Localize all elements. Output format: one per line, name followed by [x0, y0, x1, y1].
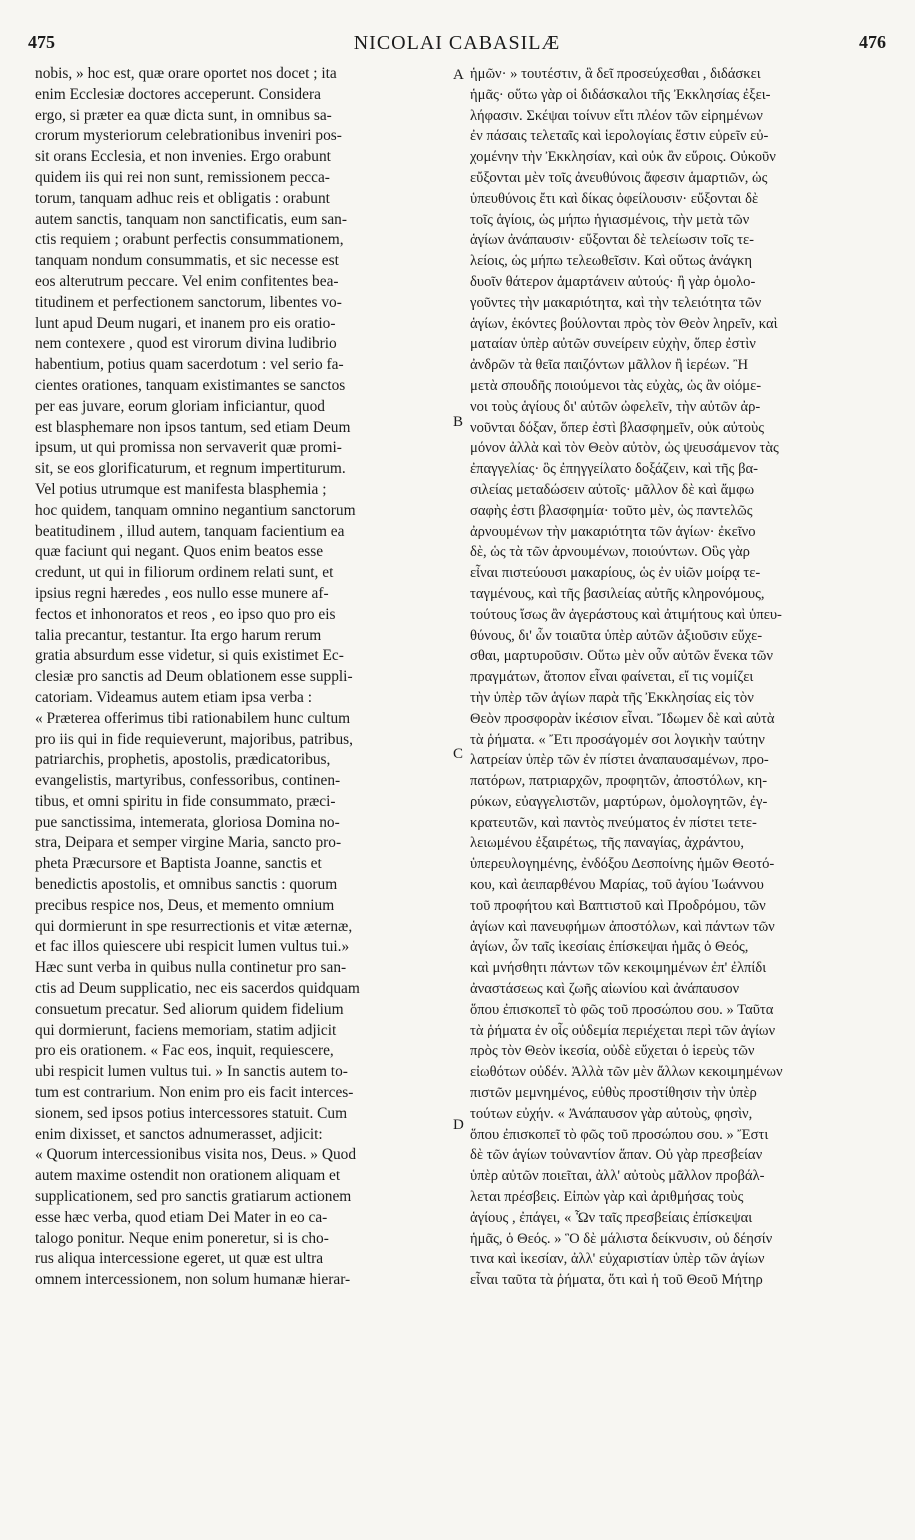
greek-text-line: θύνους, δι' ὧν τοιαῦτα ὑπὲρ αὐτῶν ἀξιοῦσιν εὔχε- — [470, 627, 763, 644]
greek-text-line: σθαι, μαρτυροῦσιν. Οὕτω μὲν οὖν αὐτῶν ἕνεκα τῶν — [470, 648, 773, 665]
greek-text-line: τούτους ἴσως ἂν ἀγεράστους καὶ ἀτιμήτους καὶ ὑπευ- — [470, 606, 782, 623]
latin-text-line: Hæc sunt verba in quibus nulla continetur pro san- — [35, 959, 347, 977]
greek-text-line: τοῦ προφήτου καὶ Βαπτιστοῦ καὶ Προδρόμου, τῶν — [470, 897, 766, 914]
greek-text-line: ὑπευθύνοις ἔτι καὶ δίκας ὀφείλουσιν· εὔξονται δὲ — [470, 190, 759, 207]
greek-text-line: μόνον ἀλλὰ καὶ τὸν Θεὸν αὐτὸν, ὡς ψευσάμενον τὰς — [470, 440, 779, 457]
greek-text-line: ταγμένους, καὶ τῆς βασιλείας αὐτῆς κληρονόμους, — [470, 585, 765, 602]
latin-text-line: autem sanctis, tanquam non sanctificatis, eum san- — [35, 210, 347, 228]
latin-text-line: beatitudinem , illud autem, tanquam facientium ea — [35, 522, 345, 540]
latin-text-line: sit orans Ecclesia, et non invenies. Ergo orabunt — [35, 148, 331, 166]
greek-text-line: νοῦνται δόξαν, ὅπερ ἐστὶ βλασφημεῖν, οὐκ αὐτοὺς — [470, 419, 765, 436]
page-number-left: 475 — [28, 32, 55, 52]
latin-text-line: pue sanctissima, intemerata, gloriosa Domina no- — [35, 813, 340, 831]
greek-text-line: ἁγίων ἀνάπαυσιν· εὔξονται δὲ τελείωσιν τοῖς τε- — [470, 232, 754, 249]
latin-text-line: esse hæc verba, quod etiam Dei Mater in eo ca- — [35, 1208, 328, 1226]
greek-text-line: τὰ ῥήματα. « Ἔτι προσάγομέν σοι λογικὴν ταύτην — [470, 731, 765, 748]
greek-text-line: τὰ ῥήματα ἐν οἷς οὐδεμία περιέχεται περὶ τῶν ἁγίων — [470, 1022, 776, 1039]
page-number-right: 476 — [859, 32, 886, 52]
greek-text-line: σιλείας μεταδώσειν αὐτοῖς· μᾶλλον δὲ καὶ ἄμφω — [470, 481, 755, 498]
running-title: NICOLAI CABASILÆ — [353, 32, 561, 54]
latin-text-line: precibus respice nos, Deus, et memento omnium — [35, 896, 335, 914]
latin-text-line: omnem intercessionem, non solum humanæ hierar- — [35, 1271, 351, 1289]
greek-text-line: ματαίαν ὑπὲρ αὐτῶν συνείρειν εὐχὴν, ὅπερ ἐστὶν — [470, 336, 756, 353]
latin-text-line: per eas juvare, eorum gloriam inficiantur, quod — [35, 397, 325, 415]
latin-text-line: quidem iis qui rei non sunt, remissionem pecca- — [35, 168, 330, 186]
greek-text-line: λήφασιν. Σκέψαι τοίνυν εἴτι πλέον τῶν εἰρημένων — [470, 107, 763, 124]
greek-text-line: ἀναστάσεως καὶ ζωῆς αἰωνίου καὶ ἀνάπαυσον — [470, 981, 740, 998]
greek-text-line: ἀρνουμένων τὴν μακαριότητα τῶν ἁγίων· ἐκεῖνο — [470, 523, 756, 540]
latin-text-line: talia precantur, testantur. Ita ergo harum rerum — [35, 626, 322, 644]
latin-text-line: gratia absurdum esse videtur, si quis existimet Ec- — [35, 647, 344, 665]
greek-text-line: εὔξονται μὲν τοῖς ἀνευθύνοις ἄφεσιν ἁμαρτιῶν, ὡς — [470, 169, 768, 186]
latin-text-line: et fac illos quiescere ubi respicit lumen vultus tui.» — [35, 938, 350, 956]
latin-text-line: benedictis apostolis, et omnibus sanctis : quorum — [35, 876, 338, 894]
greek-text-line: δὲ τῶν ἁγίων τοὐναντίον ἅπαν. Οὐ γὰρ πρεσβείαν — [470, 1147, 763, 1164]
greek-text-line: λειωμένου ἐξαιρέτως, τῆς παναγίας, ἀχράντου, — [470, 835, 745, 852]
latin-text-line: tum est contrarium. Non enim pro eis facit interces- — [35, 1084, 354, 1102]
latin-text-line: catoriam. Videamus autem etiam ipsa verba : — [35, 688, 313, 706]
greek-text-line: δὲ, ὡς τὰ τῶν ἀρνουμένων, ποιούντων. Οὓς γὰρ — [470, 544, 750, 561]
greek-text-line: εἰωθότων οὐδέν. Ἀλλὰ τῶν μὲν ἄλλων κεκοιμημένων — [470, 1064, 783, 1081]
latin-text-line: habentium, potius quam sacerdotum : vel serio fa- — [35, 356, 344, 374]
latin-text-line: ipsum, ut qui promissa non servaverit quæ promi- — [35, 439, 342, 457]
latin-text-line: eos alterutrum peccare. Vel enim confitentes bea- — [35, 272, 339, 290]
latin-text-line: autem maxime ostendit non orationem aliquam et — [35, 1167, 341, 1185]
section-marker-a: A — [453, 67, 464, 83]
greek-text-line: Θεὸν προσφορὰν ἱκέσιον εἶναι. Ἴδωμεν δὲ καὶ αὐτὰ — [470, 710, 775, 727]
greek-text-line: ἁγίων, ὧν ταῖς ἱκεσίαις ἐπίσκεψαι ἡμᾶς ὁ Θεός, — [470, 939, 749, 956]
greek-text-line: ἡμᾶς· οὕτω γὰρ οἱ διδάσκαλοι τῆς Ἐκκλησίας ἐξει- — [470, 86, 771, 103]
latin-text-line: evangelistis, martyribus, confessoribus, continen- — [35, 772, 341, 790]
latin-text-line: sit, se eos glorificaturum, et regnum impertiturum. — [35, 460, 346, 478]
latin-text-line: qui dormierunt in spe resurrectionis et vitæ æternæ, — [35, 917, 353, 935]
section-marker-c: C — [453, 746, 464, 762]
latin-text-line: hoc quidem, tanquam omnino negantium sanctorum — [35, 501, 356, 519]
greek-text-line: τὴν ὑπὲρ τῶν ἁγίων παρὰ τῆς Ἐκκλησίας εἰς τὸν — [470, 689, 754, 706]
latin-text-line: supplicationem, sed pro sanctis gratiarum actionem — [35, 1188, 352, 1206]
greek-text-line: ὑπὲρ αὐτῶν ποιεῖται, ἀλλ' αὐτοὺς μᾶλλον προβάλ- — [470, 1168, 765, 1185]
greek-text-line: δυοῖν θάτερον ἁμαρτάνειν αὐτούς· ἢ γὰρ ὁμολο- — [470, 273, 756, 290]
latin-text-line: ctis ad Deum supplicatio, nec eis sacerdos quidquam — [35, 980, 360, 998]
greek-text-line: κου, καὶ ἀειπαρθένου Μαρίας, τοῦ ἁγίου Ἰωάννου — [470, 877, 764, 894]
greek-text-line: ἡμῶν· » τουτέστιν, ἃ δεῖ προσεύχεσθαι , διδάσκει — [470, 66, 761, 82]
greek-column — [470, 64, 882, 1291]
latin-text-line: pheta Præcursore et Baptista Joanne, sanctis et — [35, 855, 322, 873]
greek-text-line: καὶ μνήσθητι πάντων τῶν κεκοιμημένων ἐπ' ἐλπίδι — [470, 960, 767, 977]
greek-text-line: πιστῶν μεμνημένος, εὐθὺς προστίθησιν τὴν ὑπὲρ — [470, 1085, 757, 1102]
latin-text-line: sionem, sed ipsos potius intercessores statuit. Cum — [35, 1104, 348, 1122]
latin-text-line: pro eis orationem. « Fac eos, inquit, requiescere, — [35, 1042, 334, 1060]
latin-text-line: pro iis qui in fide requieverunt, majoribus, patribus, — [35, 730, 354, 748]
latin-text-line: nem contexere , quod est virorum divina ludibrio — [35, 335, 337, 353]
latin-text-line: ubi respicit lumen vultus tui. » In sanctis autem to- — [35, 1063, 348, 1081]
greek-text-line: νοι τοὺς ἁγίους δι' αὐτῶν ὠφελεῖν, τὴν αὐτῶν ἀρ- — [470, 398, 761, 415]
latin-text-line: ergo, si præter ea quæ dicta sunt, in omnibus sa- — [35, 106, 332, 124]
greek-text-line: ἀνδρῶν τὰ θεῖα παιζόντων μᾶλλον ἢ ἱερέων. Ἢ — [470, 357, 749, 374]
latin-text-line: tanquam nondum consummatis, et sic necesse est — [35, 252, 339, 270]
greek-text-line: χομένην τὴν Ἐκκλησίαν, καὶ οὐκ ἂν εὕροις. Οὐκοῦν — [470, 149, 776, 166]
latin-text-line: consuetum precatur. Sed aliorum quidem fidelium — [35, 1000, 344, 1018]
latin-text-line: ctis requiem ; orabunt perfectis consummationem, — [35, 231, 344, 249]
greek-text-line: τοῖς ἁγίοις, ὡς μήπω ἡγιασμένοις, τὴν μετὰ τῶν — [470, 211, 750, 228]
latin-text-line: titudinem et perfectionem sanctorum, libentes vo- — [35, 293, 342, 311]
greek-text-line: ὅπου ἐπισκοπεῖ τὸ φῶς τοῦ προσώπου σου. » Ταῦτα — [470, 1001, 774, 1018]
greek-text-line: λατρείαν ὑπὲρ τῶν ἐν πίστει ἀναπαυσαμένων, προ- — [470, 752, 769, 769]
latin-text-line: Vel potius utrumque est manifesta blasphemia ; — [35, 480, 327, 498]
latin-text-line: lunt apud Deum nugari, et inanem pro eis oratio- — [35, 314, 336, 332]
latin-text-line: est blasphemare non ipsos tantum, sed etiam Deum — [35, 418, 351, 436]
greek-text-line: πρὸς τὸν Θεὸν ἱκεσία, οὐδὲ εὔχεται ὁ ἱερεὺς τῶν — [470, 1043, 755, 1060]
greek-text-line: τινα καὶ ἱκεσίαν, ἀλλ' εὐχαριστίαν ὑπὲρ τῶν ἁγίων — [470, 1251, 765, 1268]
section-marker-d: D — [453, 1117, 464, 1133]
greek-text-line: ἁγίων καὶ πανευφήμων ἀποστόλων, καὶ πάντων τῶν — [470, 918, 775, 935]
greek-text-line: μετὰ σπουδῆς ποιούμενοι τὰς εὐχὰς, ὡς ἂν οἰόμε- — [470, 377, 762, 394]
greek-text-line: ἁγίων, ἑκόντες βούλονται πρὸς τὸν Θεὸν ληρεῖν, καὶ — [470, 315, 778, 332]
latin-text-line: fectos et inhonoratos et reos , eo ipso quo pro eis — [35, 605, 336, 623]
latin-column — [35, 64, 450, 1291]
latin-text-line: crorum mysteriorum celebrationibus inveniri pos- — [35, 127, 342, 145]
greek-text-line: ἁγίους , ἐπάγει, « Ὧν ταῖς πρεσβείαις ἐπίσκεψαι — [470, 1209, 753, 1226]
latin-text-line: qui dormierunt, faciens memoriam, statim adjicit — [35, 1021, 337, 1039]
latin-text-line: tibus, et omni spiritu in fide consummato, præci- — [35, 792, 336, 810]
greek-text-line: γοῦντες τὴν μακαριότητα, καὶ τὴν τελειότητα τῶν — [470, 294, 762, 311]
greek-text-line: πραγμάτων, ἄτοπον εἶναι φαίνεται, εἴ τις νομίζει — [470, 669, 754, 686]
greek-text-line: εἶναι ταῦτα τὰ ῥήματα, ὅτι καὶ ἡ τοῦ Θεοῦ Μήτηρ — [470, 1272, 763, 1289]
latin-text-line: enim Ecclesiæ doctores acceperunt. Considera — [35, 85, 321, 103]
greek-text-line: ἡμᾶς, ὁ Θεός. » Ὃ δὲ μάλιστα δείκνυσιν, οὐ δέησίν — [470, 1230, 773, 1247]
greek-text-line: τούτων εὐχήν. « Ἀνάπαυσον γὰρ αὐτοὺς, φησὶν, — [470, 1105, 753, 1122]
greek-text-line: κρατευτῶν, καὶ παντὸς πνεύματος ἐν πίστει τετε- — [470, 814, 757, 831]
page-header — [28, 30, 886, 60]
latin-text-line: clesiæ pro sanctis ad Deum oblationem esse suppli- — [35, 668, 353, 686]
latin-text-line: talogo ponitur. Neque enim poneretur, si is cho- — [35, 1229, 329, 1247]
greek-text-line: ὑπερευλογημένης, ἐνδόξου Δεσποίνης ἡμῶν Θεοτό- — [470, 856, 775, 873]
greek-text-line: πατόρων, πατριαρχῶν, προφητῶν, ἀποστόλων, κη- — [470, 773, 768, 790]
latin-text-line: enim dixisset, et sanctos adnumerasset, adjicit: — [35, 1125, 323, 1143]
section-marker-b: B — [453, 414, 464, 430]
latin-text-line: patriarchis, prophetis, apostolis, prædicatoribus, — [35, 751, 331, 769]
greek-text-line: ἐν πάσαις τελεταῖς καὶ ἱερολογίαις ἔστιν εὑρεῖν εὐ- — [470, 128, 769, 145]
greek-text-line: λείοις, ὡς μήπω τελεωθεῖσιν. Καὶ οὕτως ἀνάγκη — [470, 253, 753, 270]
latin-text-line: « Præterea offerimus tibi rationabilem hunc cultum — [35, 709, 351, 727]
greek-text-line: ὅπου ἐπισκοπεῖ τὸ φῶς τοῦ προσώπου σου. » Ἔστι — [470, 1126, 769, 1143]
latin-text-line: rus aliqua intercessione egeret, ut quæ est ultra — [35, 1250, 324, 1268]
latin-text-line: stra, Deipara et semper virgine Maria, sancto pro- — [35, 834, 342, 852]
greek-text-line: λεται πρέσβεις. Εἰπὼν γὰρ καὶ ἀριθμήσας τοὺς — [470, 1189, 744, 1206]
latin-text-line: quæ faciunt qui negant. Quos enim beatos esse — [35, 543, 324, 561]
greek-text-line: σαφὴς ἐστι βλασφημία· τοῦτο μὲν, ὡς παντελῶς — [470, 502, 753, 519]
greek-text-line: ρύκων, εὐαγγελιστῶν, μαρτύρων, ὁμολογητῶν, ἐγ- — [470, 793, 768, 810]
latin-text-line: credunt, ut qui in filiorum ordinem relati sunt, et — [35, 564, 334, 582]
latin-text-line: ipsius regni hæredes , eos nullo esse munere af- — [35, 584, 329, 602]
latin-text-line: « Quorum intercessionibus visita nos, Deus. » Quod — [35, 1146, 357, 1164]
latin-text-line: nobis, » hoc est, quæ orare oportet nos docet ; ita — [35, 65, 337, 82]
latin-text-line: torum, tanquam adhuc reis et obligatis : orabunt — [35, 189, 330, 207]
greek-text-line: ἐπαγγελίας· ὃς ἐπηγγείλατο δοξάζειν, καὶ τῆς βα- — [470, 461, 759, 478]
greek-text-line: εἶναι πιστεύουσι μακαρίους, ὡς ἐν υἱῶν μοίρᾳ τε- — [470, 565, 761, 582]
latin-text-line: cientes orationes, tanquam existimantes se sanctos — [35, 376, 346, 394]
